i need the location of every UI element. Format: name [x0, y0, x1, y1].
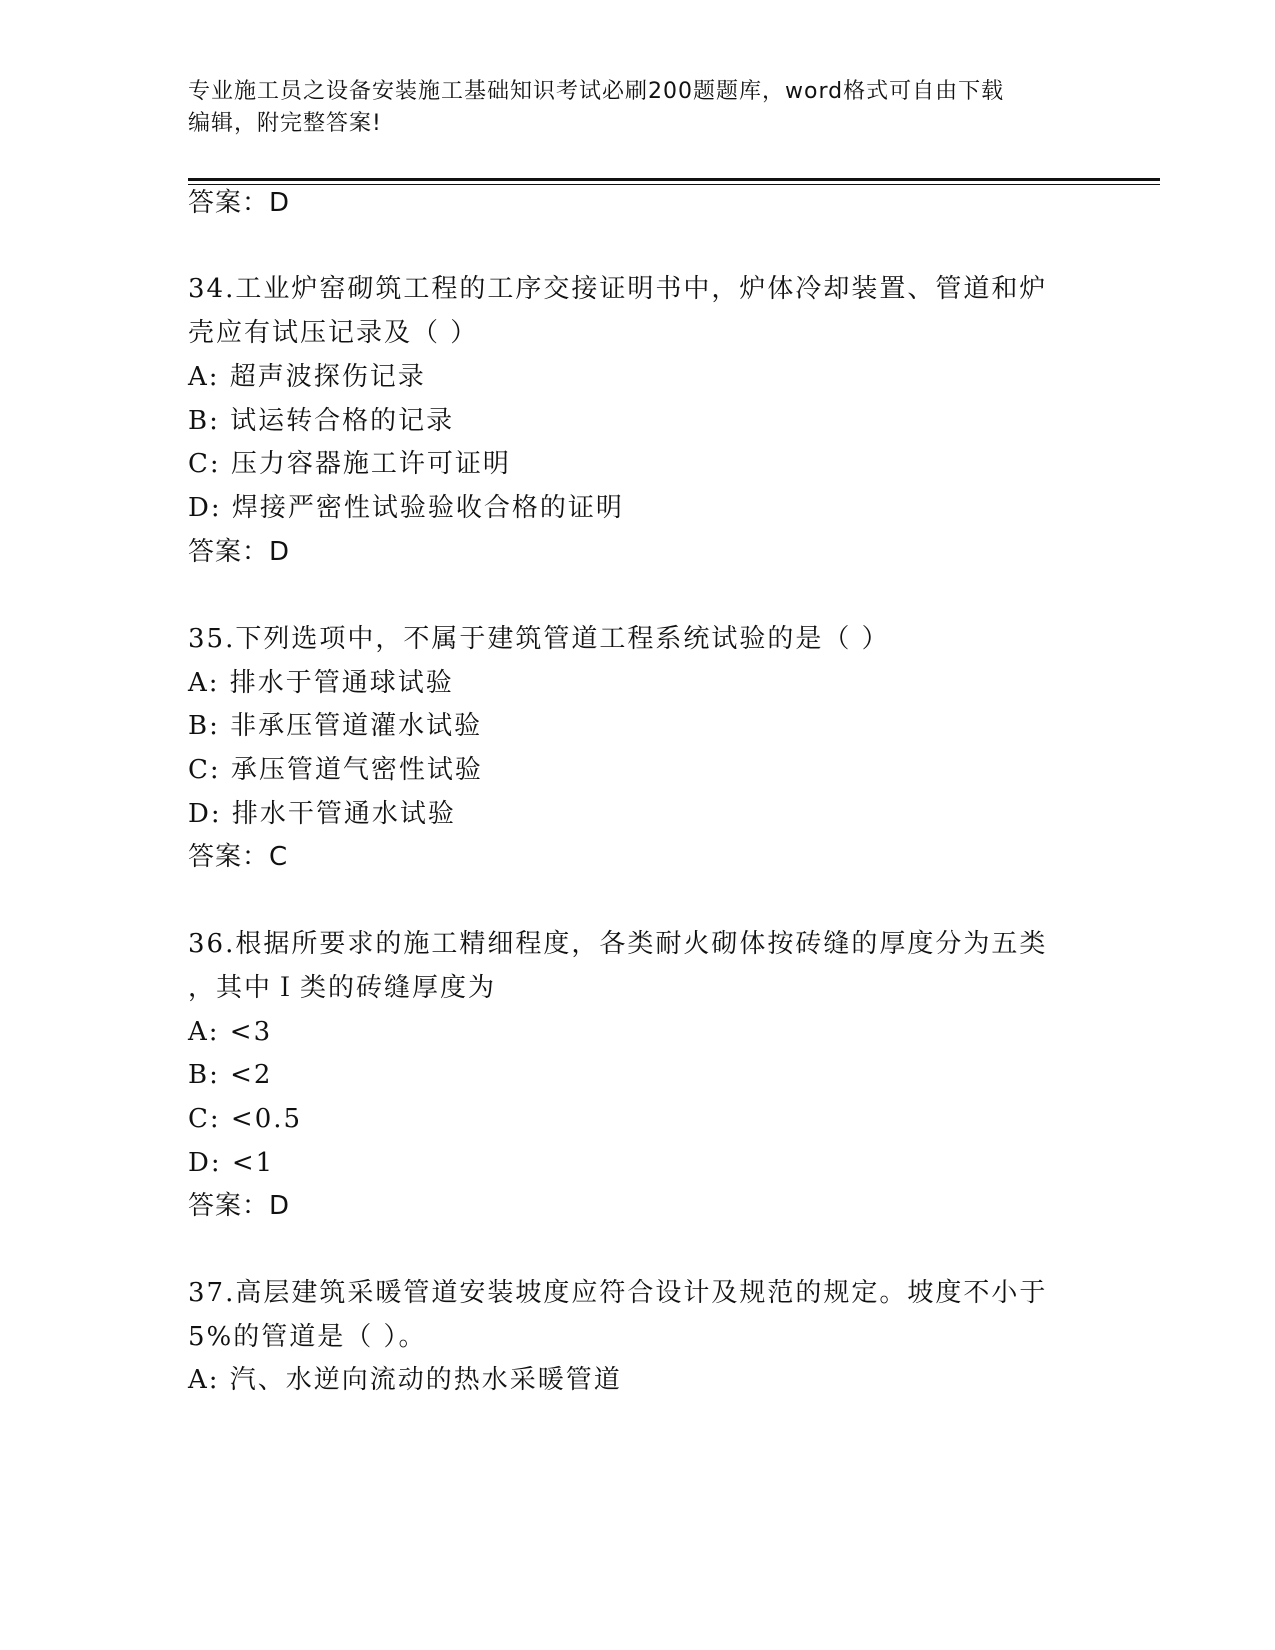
question-35-answer: 答案：C	[188, 842, 289, 872]
document-header	[188, 76, 1088, 140]
question-34-stem-line-1: 34.工业炉窑砌筑工程的工序交接证明书中，炉体冷却装置、管道和炉	[188, 274, 1048, 304]
answer-line: 答案：D	[188, 188, 291, 218]
question-36-option-c: C: <0.5	[188, 1104, 303, 1134]
header-title-line-1: 专业施工员之设备安装施工基础知识考试必刷200题题库，word格式可自由下载	[188, 79, 1005, 104]
question-37-stem-line-1: 37.高层建筑采暖管道安装坡度应符合设计及规范的规定。坡度不小于	[188, 1278, 1048, 1308]
question-36-option-a: A: <3	[188, 1017, 273, 1047]
question-34-option-c: C: 压力容器施工许可证明	[188, 449, 511, 479]
question-34-answer: 答案：D	[188, 537, 291, 567]
question-34-option-b: B: 试运转合格的记录	[188, 406, 455, 436]
question-36-stem-line-1: 36.根据所要求的施工精细程度，各类耐火砌体按砖缝的厚度分为五类	[188, 929, 1048, 959]
question-35-option-a: A: 排水于管通球试验	[188, 668, 454, 698]
question-36-option-b: B: <2	[188, 1060, 273, 1090]
question-35-option-d: D: 排水干管通水试验	[188, 799, 456, 829]
question-36-stem-line-2: ，其中Ｉ类的砖缝厚度为	[188, 973, 497, 1003]
question-36-answer: 答案：D	[188, 1191, 291, 1221]
question-35-stem-line-1: 35.下列选项中，不属于建筑管道工程系统试验的是（ ）	[188, 624, 890, 654]
question-37-option-a: A: 汽、水逆向流动的热水采暖管道	[188, 1365, 622, 1395]
header-divider-thin	[188, 184, 1160, 185]
question-34-option-d: D: 焊接严密性试验验收合格的证明	[188, 493, 624, 523]
question-34-option-a: A: 超声波探伤记录	[188, 362, 426, 392]
question-35-option-c: C: 承压管道气密性试验	[188, 755, 483, 785]
question-37-stem-line-2: 5%的管道是（ ）。	[188, 1322, 427, 1352]
question-35-option-b: B: 非承压管道灌水试验	[188, 711, 483, 741]
header-divider-thick	[188, 178, 1160, 181]
question-36-option-d: D: <1	[188, 1148, 275, 1178]
header-title-line-2: 编辑，附完整答案!	[188, 111, 382, 136]
question-34-stem-line-2: 壳应有试压记录及（ ）	[188, 318, 479, 348]
